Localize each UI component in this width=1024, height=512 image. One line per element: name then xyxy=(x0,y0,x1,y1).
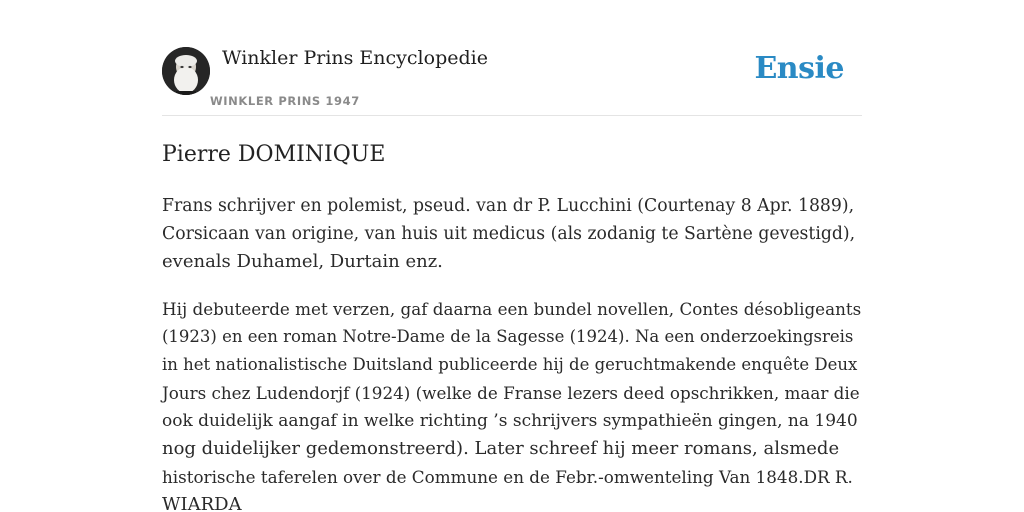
paragraph-line: historische taferelen over de Commune en de Febr.-omwenteling Van 1848.DR R. xyxy=(162,467,853,487)
paragraph-line: Jours chez Ludendorjf (1924) (welke de Franse lezers deed opschrikken, maar die xyxy=(162,383,860,403)
page xyxy=(162,0,862,512)
paragraph-line: nog duidelijker gedemonstreerd). Later schreef hij meer romans, alsmede xyxy=(162,438,840,459)
article-paragraph xyxy=(162,192,862,276)
brand-logo[interactable]: Ensie xyxy=(754,51,844,86)
header xyxy=(162,0,862,116)
paragraph-line: (1923) en een roman Notre-Dame de la Sagesse (1924). Na een onderzoekingsreis xyxy=(162,327,854,346)
edition-label[interactable]: WINKLER PRINS 1947 xyxy=(210,94,360,108)
paragraph-line: evenals Duhamel, Durtain enz. xyxy=(162,251,443,272)
paragraph-line: ook duidelijk aangaf in welke richting ’s schrijvers sympathieën gingen, na 1940 xyxy=(162,411,858,431)
page-title: Pierre DOMINIQUE xyxy=(162,142,386,167)
paragraph-line: Corsicaan van origine, van huis uit medicus (als zodanig te Sartène gevestigd), xyxy=(162,224,856,244)
paragraph-line: Hij debuteerde met verzen, gaf daarna een bundel novellen, Contes désobligeants xyxy=(162,299,862,319)
article-paragraph xyxy=(162,295,862,512)
paragraph-line: Frans schrijver en polemist, pseud. van dr P. Lucchini (Courtenay 8 Apr. 1889), xyxy=(162,196,855,216)
site-title[interactable]: Winkler Prins Encyclopedie xyxy=(222,47,488,69)
paragraph-line: in het nationalistische Duitsland publiceerde hij de geruchtmakende enquête Deux xyxy=(162,355,858,374)
paragraph-line: WIARDA xyxy=(162,494,242,512)
bearded-man-portrait-icon xyxy=(162,47,210,95)
avatar[interactable] xyxy=(162,47,210,95)
